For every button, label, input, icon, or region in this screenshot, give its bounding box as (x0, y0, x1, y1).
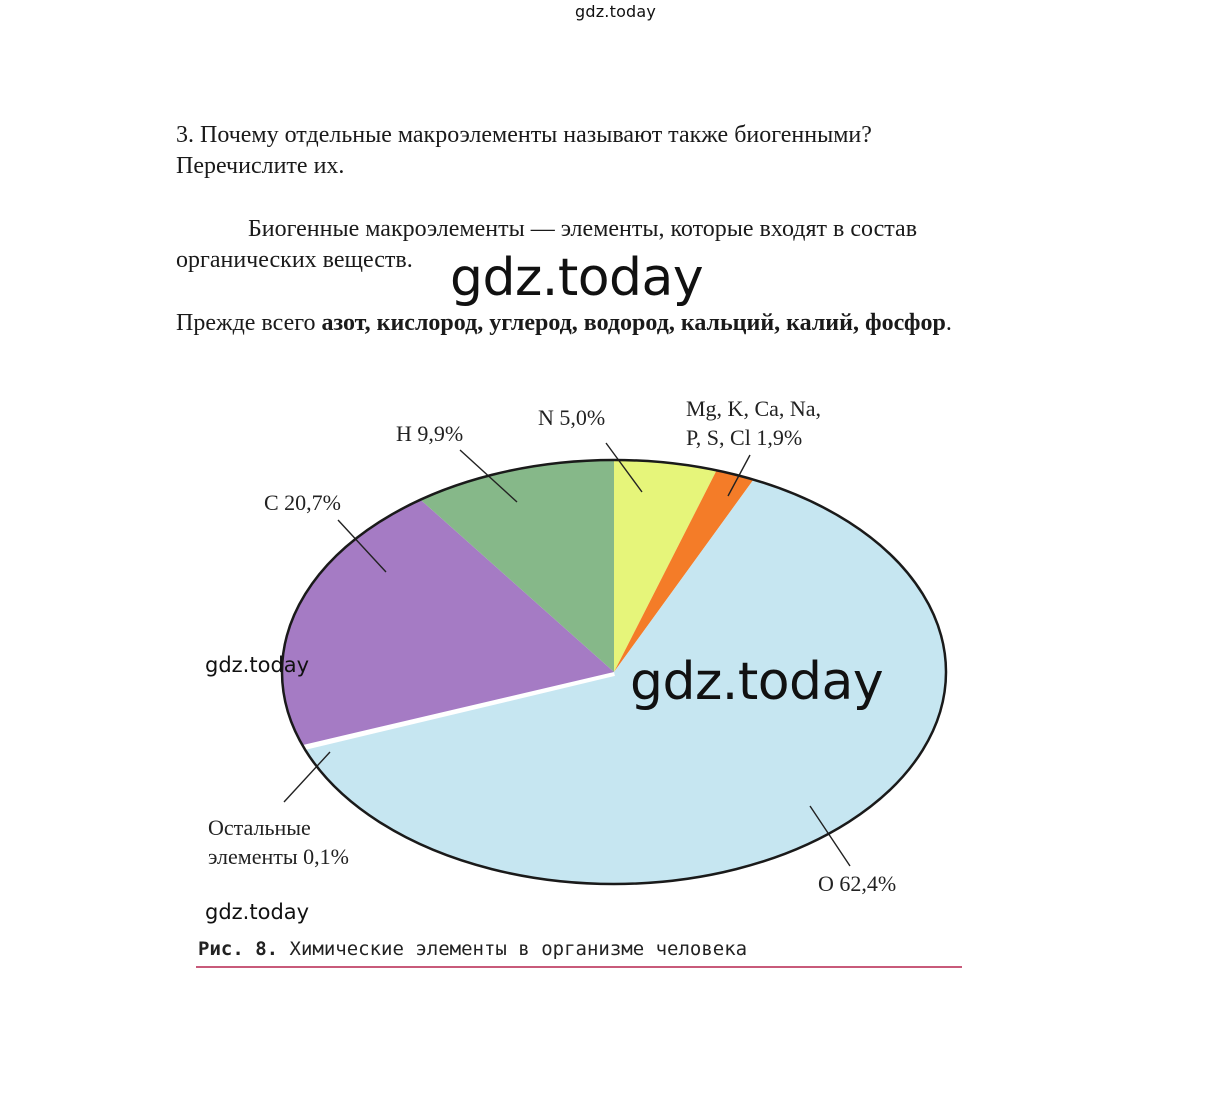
elements-list-prefix: Прежде всего (176, 310, 322, 336)
slice-label: C 20,7% (264, 490, 341, 515)
caption-underline (196, 966, 962, 968)
elements-list-bold: азот, кислород, углерод, водород, кальций, калий, фосфор (321, 310, 946, 336)
question-line-1: 3. Почему отдельные макроэлементы называют также биогенными? (176, 122, 872, 148)
watermark-small-2: gdz.today (205, 900, 310, 924)
slice-label: Mg, K, Ca, Na, (686, 396, 822, 421)
slice-label: H 9,9% (396, 421, 464, 446)
watermark-large-2: gdz.today (630, 652, 884, 712)
figure-caption (198, 938, 747, 960)
slice-label: N 5,0% (538, 405, 606, 430)
slice-label: элементы 0,1% (208, 844, 349, 869)
answer-line-1: Биогенные макроэлементы — элементы, которые входят в состав (248, 216, 918, 242)
site-watermark-top: gdz.today (575, 2, 657, 21)
answer-line-2: органических веществ. (176, 247, 413, 273)
watermark-small-1: gdz.today (205, 653, 310, 677)
question-line-2: Перечислите их. (176, 153, 345, 179)
figure-caption-text: Химические элементы в организме человека (289, 938, 748, 960)
slice-label: O 62,4% (818, 871, 897, 896)
figure-caption-number: Рис. 8. (198, 938, 279, 960)
watermark-large-1: gdz.today (450, 248, 704, 308)
elements-list-suffix: . (945, 310, 952, 336)
slice-label: Остальные (208, 815, 311, 840)
slice-label: P, S, Cl 1,9% (686, 425, 803, 450)
leader-line (284, 752, 330, 802)
